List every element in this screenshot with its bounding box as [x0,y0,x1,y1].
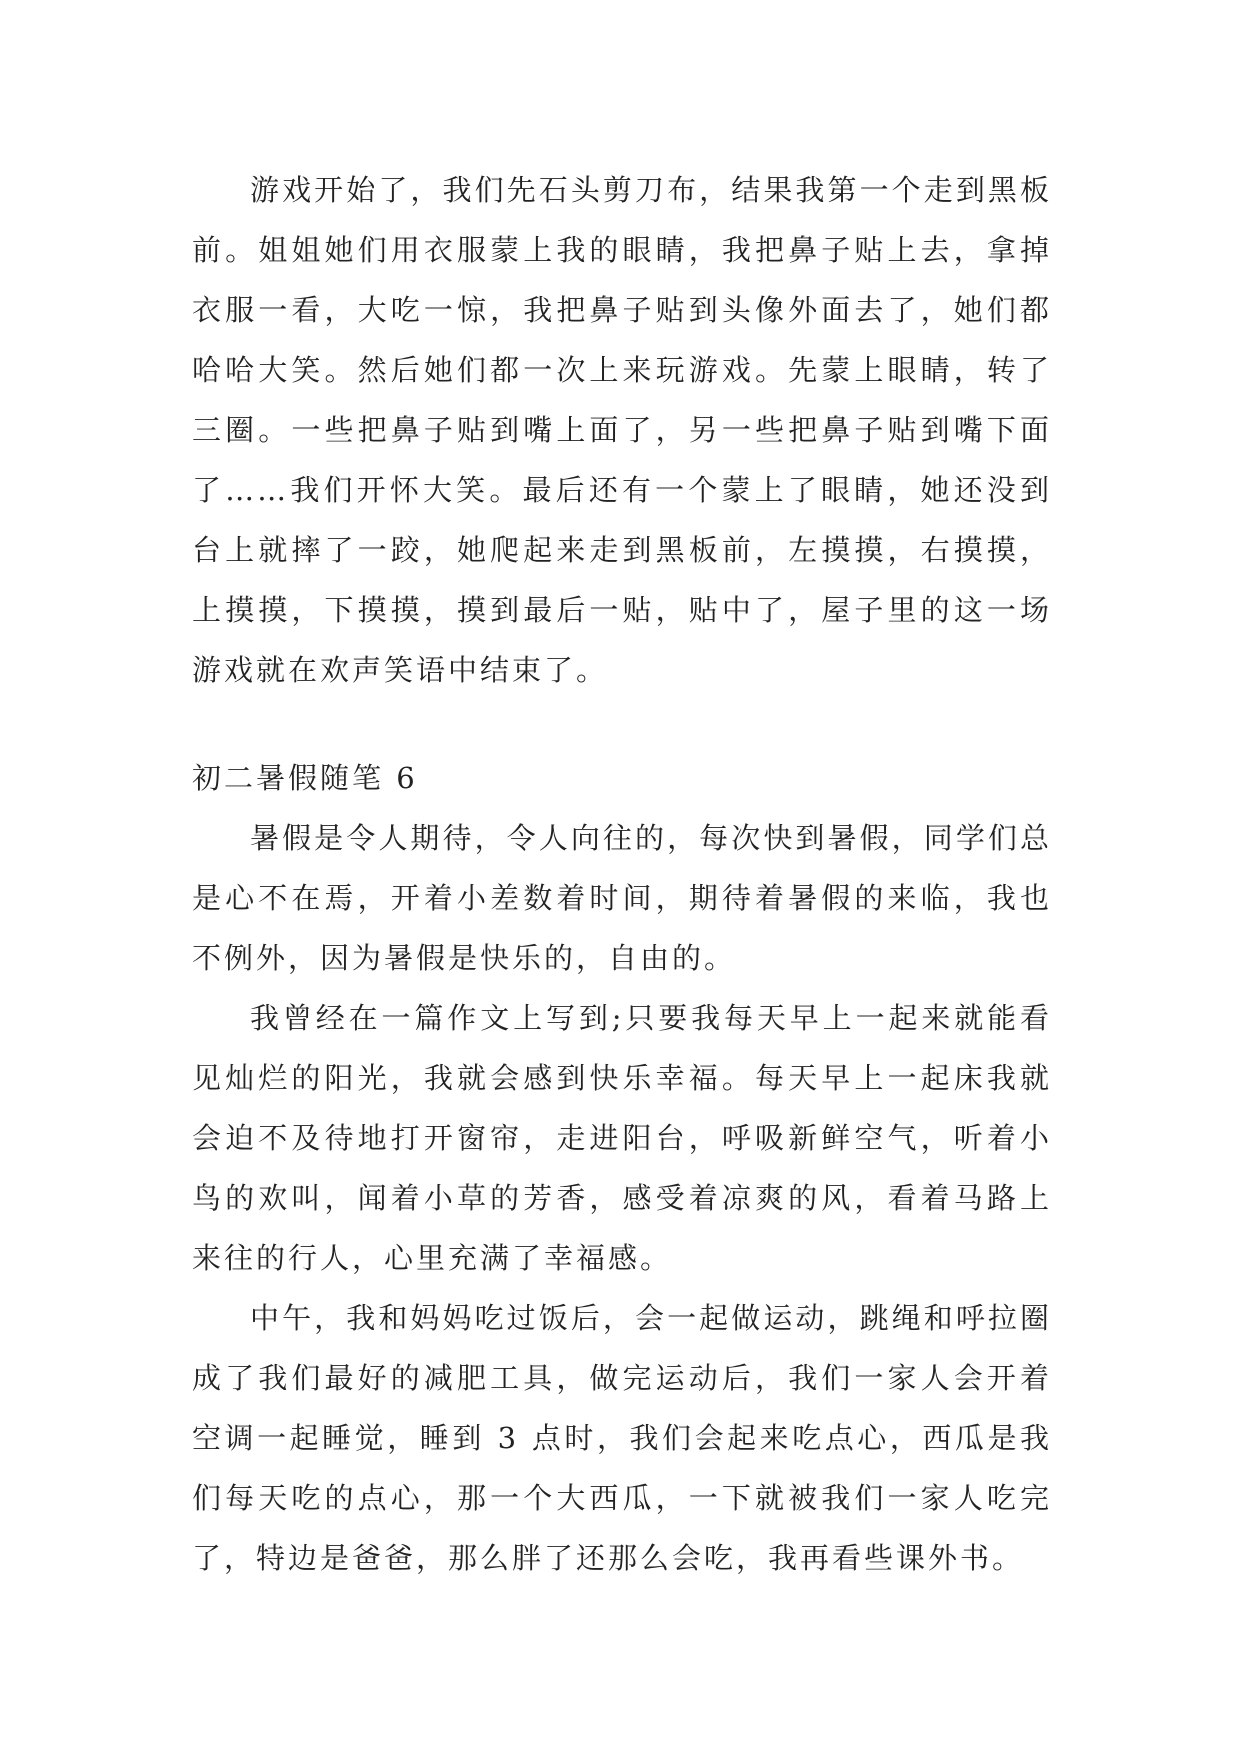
section-gap [192,700,1052,748]
document-page [192,160,1052,1588]
paragraph-morning-sunshine: 我曾经在一篇作文上写到;只要我每天早上一起来就能看见灿烂的阳光，我就会感到快乐幸福。每天早上一起床我就会迫不及待地打开窗帘，走进阳台，呼吸新鲜空气，听着小鸟的欢叫，闻着小草的芳香，感受着凉爽的风，看着马路上来往的行人，心里充满了幸福感。 [192,1001,1052,1275]
paragraph-noon-activities: 中午，我和妈妈吃过饭后，会一起做运动，跳绳和呼拉圈成了我们最好的减肥工具，做完运动后，我们一家人会开着空调一起睡觉，睡到 3 点时，我们会起来吃点心，西瓜是我们每天吃的点心，那一个大西瓜，一下就被我们一家人吃完了，特边是爸爸，那么胖了还那么会吃，我再看些课外书。 [192,1301,1052,1575]
section-title: 初二暑假随笔 6 [192,761,418,795]
paragraph-summer-expectation: 暑假是令人期待，令人向往的，每次快到暑假，同学们总是心不在焉，开着小差数着时间，期待着暑假的来临，我也不例外，因为暑假是快乐的，自由的。 [192,821,1052,975]
paragraph-game-story: 游戏开始了，我们先石头剪刀布，结果我第一个走到黑板前。姐姐她们用衣服蒙上我的眼睛，我把鼻子贴上去，拿掉衣服一看，大吃一惊，我把鼻子贴到头像外面去了，她们都哈哈大笑。然后她们都一次上来玩游戏。先蒙上眼睛，转了三圈。一些把鼻子贴到嘴上面了，另一些把鼻子贴到嘴下面了……我们开怀大笑。最后还有一个蒙上了眼睛，她还没到台上就摔了一跤，她爬起来走到黑板前，左摸摸，右摸摸，上摸摸，下摸摸，摸到最后一贴，贴中了，屋子里的这一场游戏就在欢声笑语中结束了。 [192,173,1052,687]
